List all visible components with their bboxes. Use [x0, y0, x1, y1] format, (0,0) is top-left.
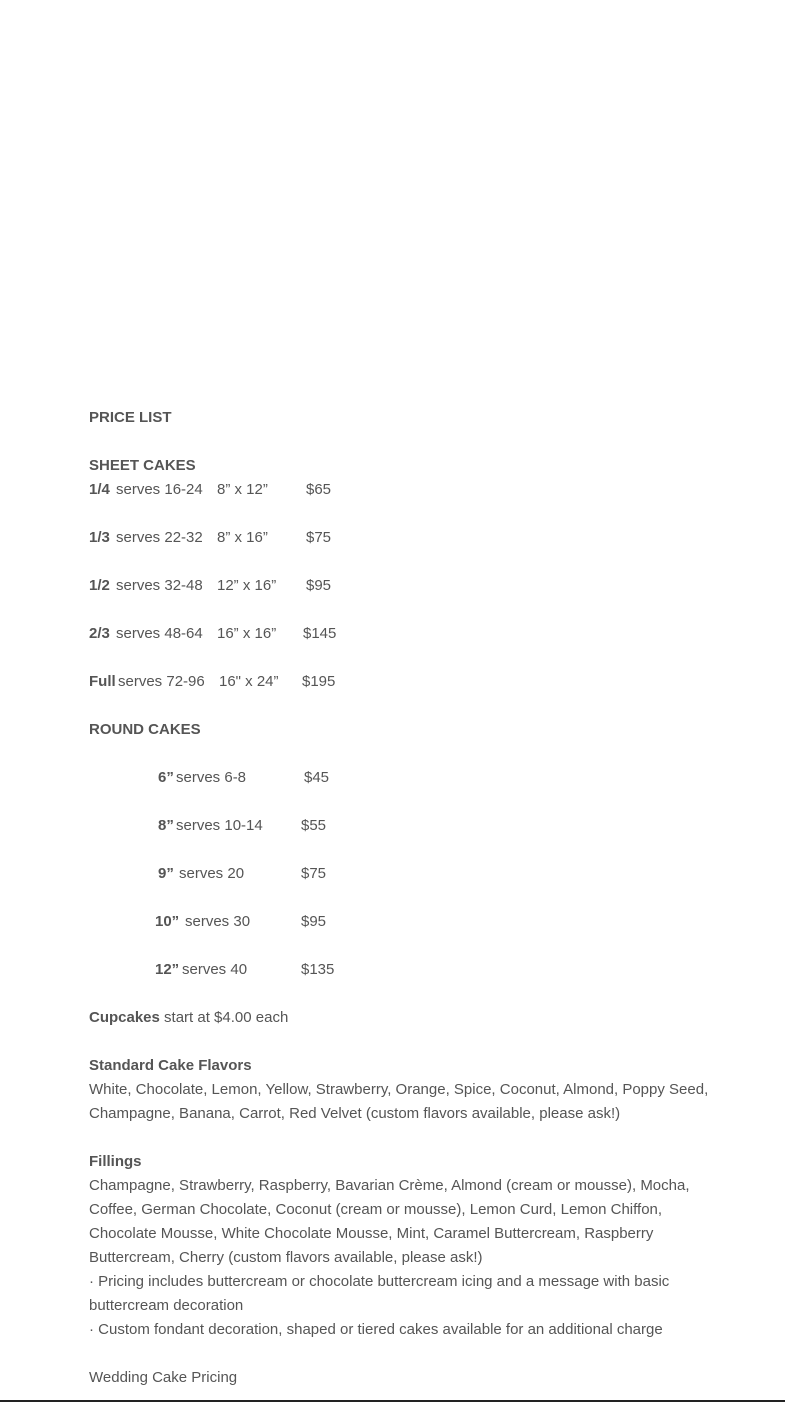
- sheet-price: $65: [306, 481, 332, 498]
- sheet-size-label: 1/3: [89, 529, 110, 546]
- round-cake-row: [89, 766, 709, 790]
- round-price: $55: [301, 817, 327, 834]
- round-cake-row: [89, 958, 709, 982]
- sheet-serves: serves 22-32: [116, 529, 203, 546]
- sheet-price: $195: [302, 673, 336, 690]
- sheet-size-label: Full: [89, 673, 116, 690]
- flavors-text: White, Chocolate, Lemon, Yellow, Strawberry, Orange, Spice, Coconut, Almond, Poppy Seed, Champagne, Banana, Carrot, Red Velvet (custom flavors available, please ask!): [89, 1081, 709, 1122]
- sheet-serves: serves 72-96: [118, 673, 205, 690]
- round-price: $95: [301, 913, 327, 930]
- sheet-price: $95: [306, 577, 332, 594]
- round-serves: serves 20: [179, 865, 245, 882]
- sheet-cake-row: [89, 574, 709, 598]
- round-cakes-heading: ROUND CAKES: [89, 721, 201, 738]
- round-serves: serves 40: [182, 961, 248, 978]
- sheet-cake-row: [89, 622, 709, 646]
- round-serves: serves 10-14: [176, 817, 263, 834]
- flavors-heading: Standard Cake Flavors: [89, 1057, 252, 1074]
- sheet-dimensions: 12” x 16”: [217, 577, 277, 594]
- sheet-serves: serves 32-48: [116, 577, 203, 594]
- sheet-serves: serves 48-64: [116, 625, 203, 642]
- fillings-heading: Fillings: [89, 1153, 142, 1170]
- sheet-cake-row: [89, 670, 709, 694]
- sheet-dimensions: 8” x 16”: [217, 529, 268, 546]
- fillings-note: · Custom fondant decoration, shaped or tiered cakes available for an additional charge: [89, 1321, 663, 1338]
- round-price: $45: [304, 769, 330, 786]
- round-cake-row: [89, 862, 709, 886]
- wedding-heading: Wedding Cake Pricing: [89, 1369, 238, 1386]
- cupcakes-line: [89, 1006, 709, 1030]
- sheet-dimensions: 8” x 12”: [217, 481, 268, 498]
- cupcakes-label: Cupcakes: [89, 1009, 160, 1026]
- round-cake-row: [89, 910, 709, 934]
- page-title: PRICE LIST: [89, 409, 172, 426]
- cupcakes-text: start at $4.00 each: [159, 1009, 289, 1026]
- fillings-note: · Pricing includes buttercream or chocolate buttercream icing and a message with basic buttercream decoration: [89, 1273, 670, 1314]
- round-serves: serves 6-8: [176, 769, 247, 786]
- round-size-label: 10”: [155, 913, 180, 930]
- round-size-label: 6”: [158, 769, 174, 786]
- round-cake-row: [89, 814, 709, 838]
- sheet-cake-row: [89, 526, 709, 550]
- sheet-cake-row: [89, 478, 709, 502]
- round-size-label: 8”: [158, 817, 174, 834]
- round-size-label: 12”: [155, 961, 180, 978]
- sheet-size-label: 1/2: [89, 577, 110, 594]
- round-serves: serves 30: [185, 913, 251, 930]
- sheet-dimensions: 16” x 16”: [217, 625, 277, 642]
- sheet-cakes-heading: SHEET CAKES: [89, 457, 196, 474]
- sheet-size-label: 1/4: [89, 481, 110, 498]
- sheet-price: $75: [306, 529, 332, 546]
- sheet-price: $145: [303, 625, 337, 642]
- round-size-label: 9”: [158, 865, 174, 882]
- sheet-size-label: 2/3: [89, 625, 110, 642]
- round-price: $75: [301, 865, 327, 882]
- price-list-content: [89, 406, 709, 1390]
- sheet-dimensions: 16" x 24”: [219, 673, 279, 690]
- round-price: $135: [301, 961, 335, 978]
- sheet-serves: serves 16-24: [116, 481, 203, 498]
- fillings-text: Champagne, Strawberry, Raspberry, Bavarian Crème, Almond (cream or mousse), Mocha, Coffee, German Chocolate, Coconut (cream or mousse), Lemon Curd, Lemon Chiffon, Chocolate Mousse, White Chocolate Mousse, Mint, Caramel Buttercream, Raspberry Buttercream, Cherry (custom flavors available, please ask!): [89, 1177, 690, 1266]
